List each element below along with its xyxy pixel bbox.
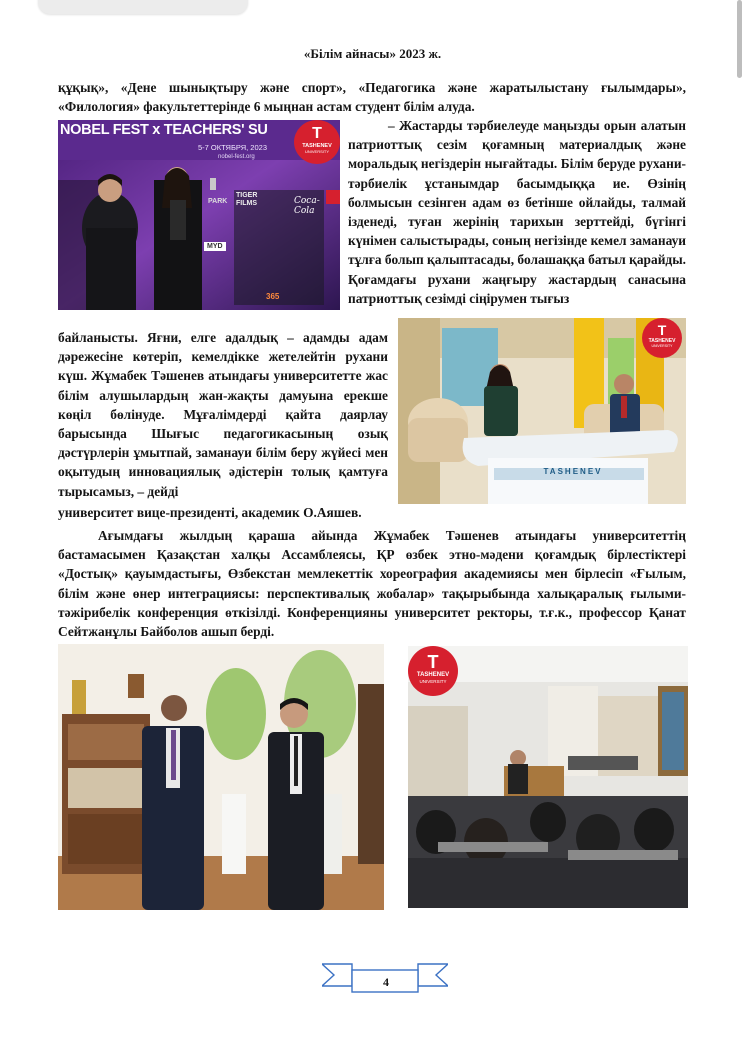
sponsor-coca-cola: Coca-Cola <box>294 196 320 216</box>
page-number: 4 <box>383 975 389 989</box>
sponsor-myd: MYD <box>204 242 226 251</box>
paragraph-quote-start: – Жастарды тәрбиелеуде маңызды орын алатын патриоттық сезім қоғамның материалдық және моральдық негіздерін нығайтады. Білім беруде рухани-тәрбиелік ұстанымдар басымдыққа ие. Өзінің болмысын сезінген адам өз бетінше ойлайды, талмай ізденеді, туған жерінің тарихын зерттейді, бүгінгі күнімен салыстырады, соның негізінде кемел заманауи тұлға болып қалыптасады, болашаққа батыл қарайды. Қоғамдағы рухани жаңғыру жастардың санасына патриоттық сезімді сіңірумен тығыз <box>348 118 686 306</box>
photo-office-meeting <box>58 644 384 910</box>
banner-title: NOBEL FEST x TEACHERS' SU <box>60 122 268 138</box>
tashenev-logo-3 <box>408 646 458 696</box>
banner-site: nobel-fest.org <box>218 154 255 160</box>
browser-tab-edge <box>38 0 248 14</box>
photo-tv-studio <box>398 318 686 504</box>
tashenev-logo-1 <box>294 120 340 164</box>
logo-sub: UNIVERSITY <box>419 679 447 684</box>
logo-sub: UNIVERSITY <box>651 344 673 348</box>
paragraph-quote-continued: байланысты. Яғни, елге адалдық – адамды адам дәрежесіне көтеріп, кемелдікке жетелейтін рухани күш. Жұмабек Тәшенев атындағы университетте жас білім алушылардың жан-жақты дамуына ерекше көңіл бөлінуде. Мұғалімдерді қайта даярлау барысында Шығыс педагогикасының озық дәстүрлерін ұмытпай, заманауи білім беру жүйесі мен оқытудың инновациялық әдістерін толық қамтуға тырысамыз, – дейді <box>58 330 388 499</box>
paragraph-quote-attribution: университет вице-президенті, академик О.Аяшев. <box>58 505 362 520</box>
logo-name: TASHENEV <box>648 338 676 344</box>
banner-dates: 5-7 ОКТЯБРЯ, 2023 <box>198 143 267 152</box>
sponsor-365: 365 <box>266 292 280 301</box>
sponsor-tiger-films: TIGER FILMS <box>236 192 258 207</box>
logo-name: TASHENEV <box>302 143 332 149</box>
paragraph-conference: Ағымдағы жылдың қараша айында Жұмабек Тәшенев атындағы университеттің бастамасымен Қазақстан халқы Ассамблеясы, ҚР өзбек этно-мәдени қоғамдық бірлестіктері «Достық» қауымдастығы, Өзбекстан мемлекеттік хореография академиясы мен бірлесіп «Ғылым, білім және өнер интеграциясы: перспективалық жобалар» тақырыбында халықаралық ғылыми-тәжірибелік конференция өткізілді. Конференцияны университет ректоры, т.ғ.к., профессор Қанат Сейтжанұлы Байболов ашып берді. <box>58 528 686 640</box>
logo-letter: T <box>657 322 667 338</box>
photo-conference-hall <box>408 646 688 908</box>
desk-branding: TASHENEV <box>543 467 603 476</box>
photo-nobel-fest <box>58 120 340 310</box>
logo-letter: T <box>427 652 439 672</box>
logo-sub: UNIVERSITY <box>304 149 329 154</box>
sponsor-park: PARK <box>208 198 228 205</box>
logo-name: TASHENEV <box>416 672 450 678</box>
tashenev-logo-2 <box>642 318 682 358</box>
page-header: «Білім айнасы» 2023 ж. <box>303 46 442 61</box>
logo-letter: T <box>312 125 322 142</box>
scrollbar[interactable] <box>737 0 742 78</box>
paragraph-intro: құқық», «Дене шынықтыру және спорт», «Педагогика және жаратылыстану ғылымдары», «Филология» факультеттерінде 6 мыңнан астам студент білім алуда. <box>58 80 686 115</box>
